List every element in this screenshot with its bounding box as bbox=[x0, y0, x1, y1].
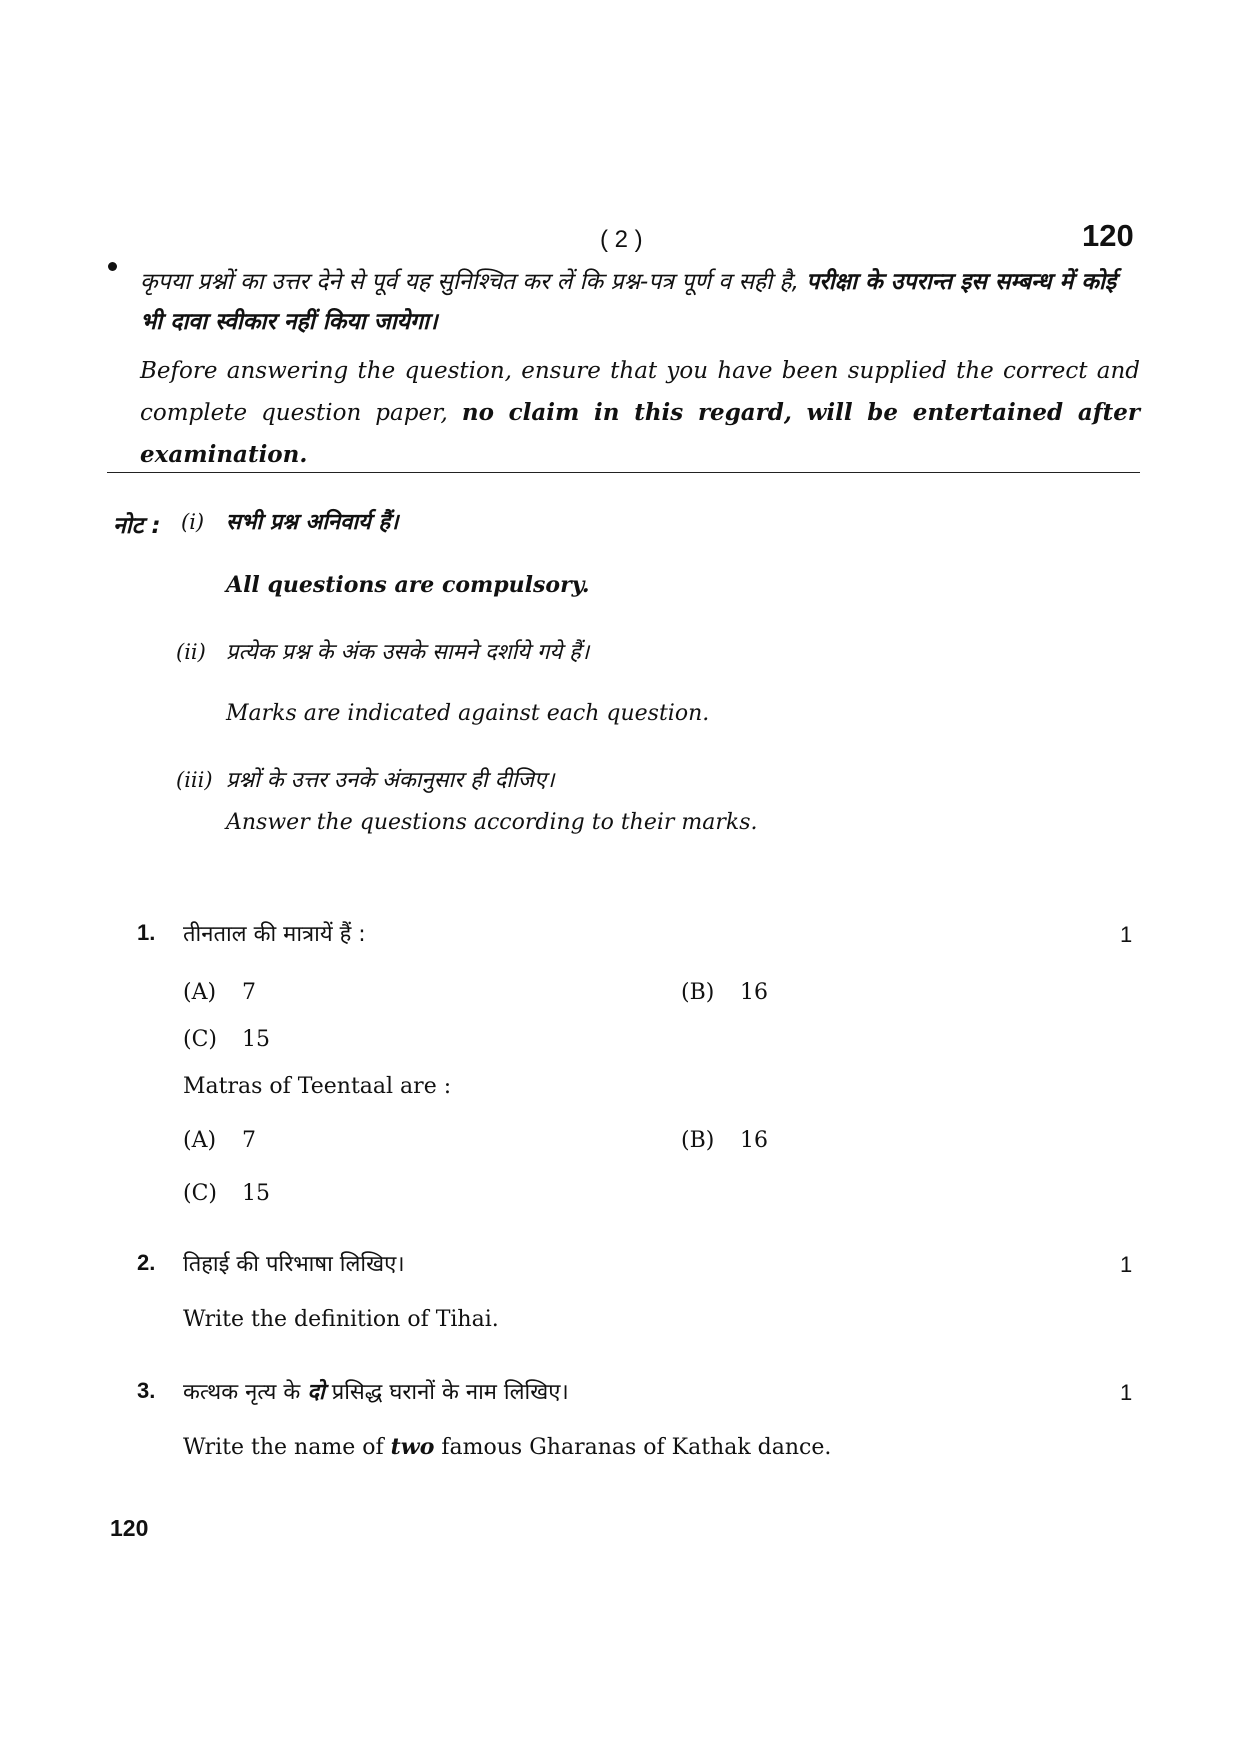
question-number: 2. bbox=[137, 1250, 156, 1275]
question-english-text: famous Gharanas of Kathak dance. bbox=[441, 1435, 832, 1460]
question-marks: 1 bbox=[1120, 922, 1133, 947]
paper-code-footer: 120 bbox=[110, 1515, 149, 1541]
instruction-hindi bbox=[140, 262, 1140, 342]
note-english: Marks are indicated against each question. bbox=[226, 701, 710, 726]
note-hindi: सभी प्रश्न अनिवार्य हैं। bbox=[226, 510, 399, 535]
question-hindi-bold: दो bbox=[307, 1380, 325, 1405]
option-value: 15 bbox=[242, 1027, 270, 1052]
question-hindi: तीनताल की मात्रायें हैं : bbox=[183, 922, 366, 947]
page-number: ( 2 ) bbox=[600, 226, 643, 253]
option-label: (B) bbox=[681, 1128, 715, 1153]
question-english: Matras of Teentaal are : bbox=[183, 1074, 452, 1099]
option-label: (A) bbox=[183, 980, 217, 1005]
option-value: 16 bbox=[740, 1128, 768, 1153]
instruction-english-text: Before answering the question, ensure that you have been supplied the correct and complete question paper, bbox=[140, 358, 1140, 426]
question-english-text: Write the name of bbox=[183, 1435, 384, 1460]
note-label: नोट : bbox=[113, 513, 161, 539]
option-label: (B) bbox=[681, 980, 715, 1005]
option-value: 7 bbox=[242, 1128, 256, 1153]
question-hindi-text: प्रसिद्ध घरानों के नाम लिखिए। bbox=[331, 1380, 569, 1405]
option-label: (C) bbox=[183, 1181, 217, 1206]
question-marks: 1 bbox=[1120, 1252, 1133, 1277]
question-hindi bbox=[183, 1376, 569, 1406]
note-hindi: प्रत्येक प्रश्न के अंक उसके सामने दर्शाये गये हैं। bbox=[226, 640, 590, 665]
instruction-hindi-text: कृपया प्रश्नों का उत्तर देने से पूर्व यह सुनिश्चित कर लें कि प्रश्न-पत्र पूर्ण व सही है, bbox=[140, 269, 799, 295]
paper-code-header: 120 bbox=[1082, 218, 1134, 253]
option-value: 7 bbox=[242, 980, 256, 1005]
instruction-hindi-bold: परीक्षा के उपरान्त इस सम्बन्ध में कोई भी दावा स्वीकार नहीं किया जायेगा। bbox=[140, 269, 1117, 335]
question-hindi-text: कत्थक नृत्य के bbox=[183, 1380, 301, 1405]
note-number: (i) bbox=[181, 510, 205, 534]
instruction-english bbox=[140, 351, 1140, 476]
question-number: 3. bbox=[137, 1378, 156, 1403]
option-label: (C) bbox=[183, 1027, 217, 1052]
note-hindi: प्रश्नों के उत्तर उनके अंकानुसार ही दीजिए। bbox=[226, 768, 555, 793]
note-number: (ii) bbox=[176, 640, 206, 664]
question-number: 1. bbox=[137, 920, 156, 945]
note-english: Answer the questions according to their marks. bbox=[226, 810, 758, 835]
question-english-bold: two bbox=[390, 1434, 435, 1460]
question-english: Write the definition of Tihai. bbox=[183, 1307, 499, 1332]
option-value: 15 bbox=[242, 1181, 270, 1206]
divider bbox=[107, 472, 1140, 473]
question-english bbox=[183, 1434, 831, 1460]
question-hindi: तिहाई की परिभाषा लिखिए। bbox=[183, 1252, 405, 1277]
option-label: (A) bbox=[183, 1128, 217, 1153]
question-marks: 1 bbox=[1120, 1380, 1133, 1405]
instruction-english-bold: no claim in this regard, will be entertained after examination. bbox=[140, 399, 1141, 468]
note-english: All questions are compulsory. bbox=[226, 572, 590, 598]
note-number: (iii) bbox=[176, 768, 213, 792]
bullet-icon bbox=[108, 262, 117, 271]
option-value: 16 bbox=[740, 980, 768, 1005]
